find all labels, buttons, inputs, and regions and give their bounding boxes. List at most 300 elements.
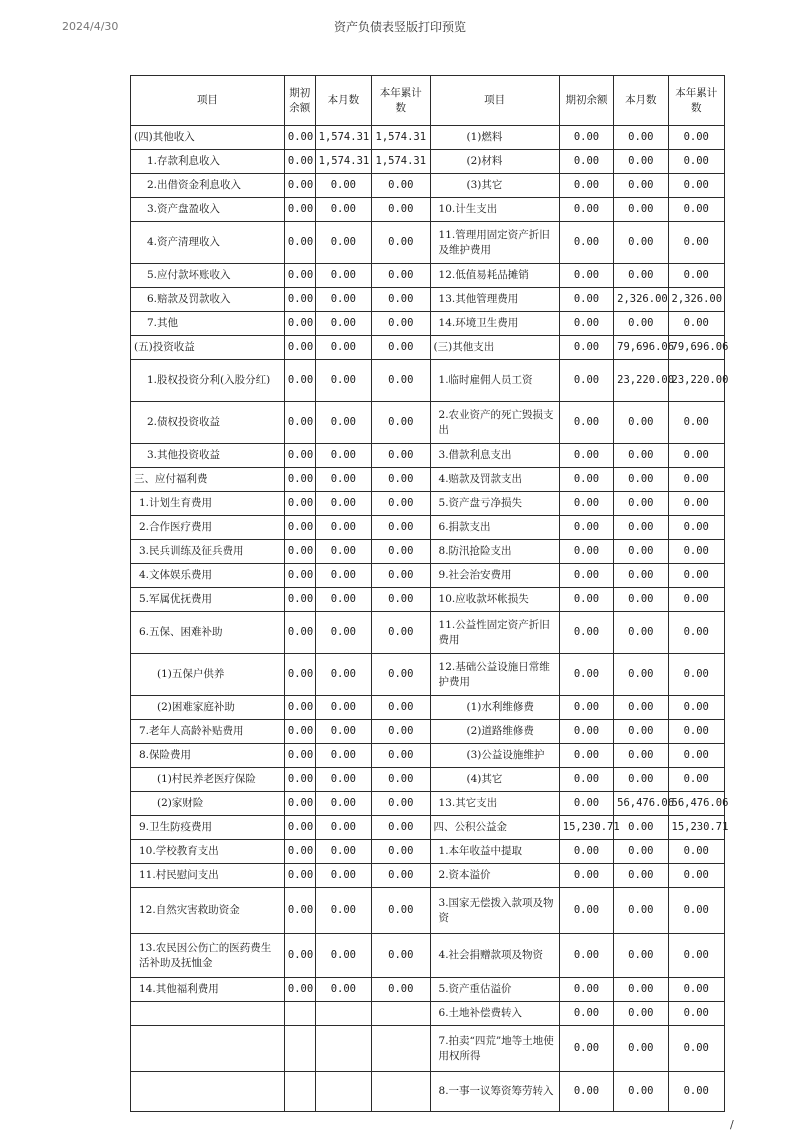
cell-left-ytd: 0.00 — [372, 222, 430, 264]
table-row — [131, 654, 725, 696]
cell-right-ytd: 0.00 — [668, 564, 725, 588]
cell-left-item: (五)投资收益 — [131, 336, 285, 360]
cell-right-ytd: 0.00 — [668, 720, 725, 744]
cell-right-ytd: 0.00 — [668, 934, 725, 978]
cell-left-begin: 0.00 — [284, 696, 315, 720]
cell-right-ytd: 0.00 — [668, 198, 725, 222]
cell-left-item: 5.应付款坏账收入 — [131, 264, 285, 288]
cell-right-ytd: 0.00 — [668, 744, 725, 768]
cell-right-item: (2)材料 — [430, 150, 559, 174]
cell-left-month: 0.00 — [315, 540, 371, 564]
cell-right-begin: 0.00 — [559, 174, 613, 198]
cell-left-month: 0.00 — [315, 288, 371, 312]
cell-right-month: 0.00 — [614, 1026, 668, 1072]
cell-left-begin: 0.00 — [284, 468, 315, 492]
cell-left-item: 13.农民因公伤亡的医药费生活补助及抚恤金 — [131, 934, 285, 978]
cell-right-month: 79,696.06 — [614, 336, 668, 360]
header-left-begin: 期初余额 — [284, 76, 315, 126]
cell-right-item: 13.其它支出 — [430, 792, 559, 816]
table-row — [131, 312, 725, 336]
table-body — [131, 126, 729, 1112]
cell-left-begin: 0.00 — [284, 198, 315, 222]
cell-left-begin: 0.00 — [284, 312, 315, 336]
cell-left-ytd: 0.00 — [372, 840, 430, 864]
cell-right-item: 2.资本溢价 — [430, 864, 559, 888]
cell-right-month: 0.00 — [614, 696, 668, 720]
cell-left-month: 0.00 — [315, 792, 371, 816]
cell-right-month: 0.00 — [614, 816, 668, 840]
cell-right-ytd: 0.00 — [668, 468, 725, 492]
cell-right-begin: 15,230.71 — [559, 816, 613, 840]
cell-right-month: 0.00 — [614, 264, 668, 288]
print-date: 2024/4/30 — [62, 20, 119, 33]
cell-left-ytd: 0.00 — [372, 360, 430, 402]
cell-left-item: 4.文体娱乐费用 — [131, 564, 285, 588]
cell-left-month: 0.00 — [315, 816, 371, 840]
cell-right-ytd: 0.00 — [668, 150, 725, 174]
table-row — [131, 492, 725, 516]
cell-right-ytd: 0.00 — [668, 312, 725, 336]
cell-right-month: 0.00 — [614, 612, 668, 654]
cell-left-item: 1.股权投资分利(入股分红) — [131, 360, 285, 402]
table-row — [131, 720, 725, 744]
cell-right-month: 0.00 — [614, 588, 668, 612]
cell-right-month: 0.00 — [614, 654, 668, 696]
cell-left-ytd: 0.00 — [372, 336, 430, 360]
table-row — [131, 288, 725, 312]
cell-right-item: 1.临时雇佣人员工资 — [430, 360, 559, 402]
cell-right-begin: 0.00 — [559, 696, 613, 720]
table-row — [131, 588, 725, 612]
cell-left-ytd: 0.00 — [372, 696, 430, 720]
table-row — [131, 516, 725, 540]
cell-right-begin: 0.00 — [559, 540, 613, 564]
cell-right-month: 0.00 — [614, 468, 668, 492]
cell-right-ytd: 0.00 — [668, 1002, 725, 1026]
cell-right-ytd: 0.00 — [668, 174, 725, 198]
cell-right-ytd: 2,326.00 — [668, 288, 725, 312]
table-row — [131, 1072, 725, 1112]
table-row — [131, 1026, 725, 1072]
cell-right-begin: 0.00 — [559, 402, 613, 444]
cell-right-item: 4.赔款及罚款支出 — [430, 468, 559, 492]
cell-left-item: 三、应付福利费 — [131, 468, 285, 492]
margin-mark: / — [730, 1118, 734, 1131]
cell-left-item: (2)困难家庭补助 — [131, 696, 285, 720]
cell-right-begin: 0.00 — [559, 768, 613, 792]
cell-right-item: 5.资产重估溢价 — [430, 978, 559, 1002]
cell-left-month: 0.00 — [315, 612, 371, 654]
cell-right-ytd: 79,696.06 — [668, 336, 725, 360]
cell-right-month: 0.00 — [614, 840, 668, 864]
cell-left-ytd: 0.00 — [372, 612, 430, 654]
cell-right-ytd: 0.00 — [668, 696, 725, 720]
table-row — [131, 768, 725, 792]
cell-left-month: 0.00 — [315, 888, 371, 934]
cell-right-item: 12.基础公益设施日常维护费用 — [430, 654, 559, 696]
cell-right-item: 14.环境卫生费用 — [430, 312, 559, 336]
cell-right-month: 0.00 — [614, 174, 668, 198]
cell-right-ytd: 0.00 — [668, 864, 725, 888]
cell-right-item: (3)其它 — [430, 174, 559, 198]
cell-right-item: (2)道路维修费 — [430, 720, 559, 744]
cell-left-ytd: 0.00 — [372, 288, 430, 312]
cell-right-ytd: 0.00 — [668, 888, 725, 934]
cell-left-begin: 0.00 — [284, 564, 315, 588]
cell-right-item: (1)燃料 — [430, 126, 559, 150]
cell-left-item — [131, 1026, 285, 1072]
cell-right-begin: 0.00 — [559, 150, 613, 174]
cell-left-ytd: 0.00 — [372, 978, 430, 1002]
cell-right-item: 13.其他管理费用 — [430, 288, 559, 312]
cell-right-ytd: 0.00 — [668, 1026, 725, 1072]
cell-left-item: 3.资产盘盈收入 — [131, 198, 285, 222]
cell-left-item: 12.自然灾害救助资金 — [131, 888, 285, 934]
cell-right-begin: 0.00 — [559, 888, 613, 934]
cell-right-item: 12.低值易耗品摊销 — [430, 264, 559, 288]
cell-left-month: 0.00 — [315, 588, 371, 612]
cell-right-begin: 0.00 — [559, 840, 613, 864]
table-row — [131, 978, 725, 1002]
cell-right-begin: 0.00 — [559, 564, 613, 588]
cell-left-month: 0.00 — [315, 696, 371, 720]
cell-right-begin: 0.00 — [559, 444, 613, 468]
header-right-month: 本月数 — [614, 76, 668, 126]
cell-left-item: 2.债权投资收益 — [131, 402, 285, 444]
cell-right-ytd: 0.00 — [668, 612, 725, 654]
cell-right-ytd: 0.00 — [668, 588, 725, 612]
cell-right-begin: 0.00 — [559, 744, 613, 768]
cell-left-month: 0.00 — [315, 468, 371, 492]
cell-left-ytd: 0.00 — [372, 264, 430, 288]
cell-left-month: 1,574.31 — [315, 150, 371, 174]
cell-left-item: 5.军属优抚费用 — [131, 588, 285, 612]
cell-left-item: 14.其他福利费用 — [131, 978, 285, 1002]
cell-right-month: 0.00 — [614, 1002, 668, 1026]
cell-right-begin: 0.00 — [559, 978, 613, 1002]
cell-left-ytd: 0.00 — [372, 444, 430, 468]
cell-right-item: 5.资产盘亏净损失 — [430, 492, 559, 516]
cell-right-ytd: 23,220.00 — [668, 360, 725, 402]
cell-left-month: 0.00 — [315, 744, 371, 768]
cell-left-ytd: 0.00 — [372, 816, 430, 840]
cell-right-ytd: 0.00 — [668, 126, 725, 150]
cell-left-ytd: 0.00 — [372, 492, 430, 516]
cell-left-item: (四)其他收入 — [131, 126, 285, 150]
cell-right-ytd: 15,230.71 — [668, 816, 725, 840]
cell-right-month: 0.00 — [614, 564, 668, 588]
cell-left-month: 0.00 — [315, 222, 371, 264]
cell-left-begin: 0.00 — [284, 612, 315, 654]
cell-left-month: 0.00 — [315, 564, 371, 588]
cell-left-ytd: 0.00 — [372, 934, 430, 978]
cell-left-ytd: 0.00 — [372, 744, 430, 768]
cell-left-month: 1,574.31 — [315, 126, 371, 150]
cell-right-item: (1)水利维修费 — [430, 696, 559, 720]
cell-left-month — [315, 1072, 371, 1112]
header-left-item: 项目 — [131, 76, 285, 126]
cell-left-ytd — [372, 1002, 430, 1026]
cell-right-month: 0.00 — [614, 864, 668, 888]
cell-left-item — [131, 1002, 285, 1026]
cell-right-item: 3.国家无偿拨入款项及物资 — [430, 888, 559, 934]
cell-left-month: 0.00 — [315, 978, 371, 1002]
cell-left-begin: 0.00 — [284, 934, 315, 978]
cell-left-begin: 0.00 — [284, 360, 315, 402]
cell-left-item: 3.民兵训练及征兵费用 — [131, 540, 285, 564]
page-title: 资产负债表竖版打印预览 — [333, 20, 466, 34]
cell-left-ytd: 0.00 — [372, 540, 430, 564]
cell-left-ytd — [372, 1026, 430, 1072]
cell-left-begin: 0.00 — [284, 174, 315, 198]
cell-right-item: 6.土地补偿费转入 — [430, 1002, 559, 1026]
cell-left-item: 11.村民慰问支出 — [131, 864, 285, 888]
cell-right-month: 0.00 — [614, 402, 668, 444]
cell-left-begin: 0.00 — [284, 222, 315, 264]
cell-right-begin: 0.00 — [559, 126, 613, 150]
cell-right-month: 0.00 — [614, 444, 668, 468]
cell-left-month: 0.00 — [315, 336, 371, 360]
cell-right-month: 0.00 — [614, 978, 668, 1002]
header-right-item: 项目 — [430, 76, 559, 126]
cell-left-ytd: 0.00 — [372, 888, 430, 934]
header-left-ytd: 本年累计数 — [372, 76, 430, 126]
table-row — [131, 540, 725, 564]
cell-right-month: 0.00 — [614, 768, 668, 792]
cell-right-item: 3.借款利息支出 — [430, 444, 559, 468]
cell-right-month: 0.00 — [614, 222, 668, 264]
cell-left-begin: 0.00 — [284, 444, 315, 468]
cell-left-ytd: 0.00 — [372, 720, 430, 744]
cell-right-ytd: 0.00 — [668, 840, 725, 864]
cell-right-begin: 0.00 — [559, 588, 613, 612]
cell-right-begin: 0.00 — [559, 336, 613, 360]
cell-left-ytd: 0.00 — [372, 312, 430, 336]
cell-right-month: 2,326.00 — [614, 288, 668, 312]
cell-right-ytd: 0.00 — [668, 264, 725, 288]
cell-right-ytd: 0.00 — [668, 540, 725, 564]
cell-left-begin: 0.00 — [284, 792, 315, 816]
cell-left-item: (1)五保户供养 — [131, 654, 285, 696]
cell-right-begin: 0.00 — [559, 468, 613, 492]
cell-left-begin — [284, 1026, 315, 1072]
cell-left-begin: 0.00 — [284, 516, 315, 540]
table-header-row — [131, 76, 725, 126]
cell-left-begin: 0.00 — [284, 126, 315, 150]
table-row — [131, 564, 725, 588]
cell-left-ytd: 0.00 — [372, 588, 430, 612]
cell-right-month: 0.00 — [614, 126, 668, 150]
cell-right-ytd: 0.00 — [668, 402, 725, 444]
cell-right-item: 10.计生支出 — [430, 198, 559, 222]
cell-right-begin: 0.00 — [559, 264, 613, 288]
cell-left-begin: 0.00 — [284, 840, 315, 864]
cell-right-item: (三)其他支出 — [430, 336, 559, 360]
cell-right-item: 4.社会捐赠款项及物资 — [430, 934, 559, 978]
table-row — [131, 264, 725, 288]
cell-right-item: 7.拍卖“四荒”地等土地使用权所得 — [430, 1026, 559, 1072]
table-row — [131, 888, 725, 934]
cell-left-month: 0.00 — [315, 720, 371, 744]
cell-right-begin: 0.00 — [559, 792, 613, 816]
cell-left-begin: 0.00 — [284, 744, 315, 768]
cell-right-begin: 0.00 — [559, 720, 613, 744]
cell-right-begin: 0.00 — [559, 288, 613, 312]
cell-left-ytd: 0.00 — [372, 864, 430, 888]
cell-left-month: 0.00 — [315, 402, 371, 444]
cell-left-item: 9.卫生防疫费用 — [131, 816, 285, 840]
table-row — [131, 150, 725, 174]
cell-right-month: 0.00 — [614, 934, 668, 978]
cell-left-begin: 0.00 — [284, 864, 315, 888]
cell-right-ytd: 0.00 — [668, 1072, 725, 1112]
cell-left-item: 1.计划生育费用 — [131, 492, 285, 516]
table-row — [131, 612, 725, 654]
table-row — [131, 1002, 725, 1026]
cell-right-begin: 0.00 — [559, 1002, 613, 1026]
cell-left-ytd: 0.00 — [372, 768, 430, 792]
header-right-begin: 期初余额 — [559, 76, 613, 126]
table-row — [131, 126, 725, 150]
cell-right-month: 0.00 — [614, 150, 668, 174]
cell-left-item: (2)家财险 — [131, 792, 285, 816]
cell-left-item: 4.资产清理收入 — [131, 222, 285, 264]
cell-left-begin: 0.00 — [284, 588, 315, 612]
cell-right-ytd: 0.00 — [668, 654, 725, 696]
cell-right-month: 0.00 — [614, 888, 668, 934]
cell-left-ytd: 0.00 — [372, 516, 430, 540]
table-row — [131, 444, 725, 468]
cell-left-month: 0.00 — [315, 654, 371, 696]
cell-right-item: (3)公益设施维护 — [430, 744, 559, 768]
table-row — [131, 468, 725, 492]
cell-left-item: 2.出借资金利息收入 — [131, 174, 285, 198]
cell-left-item: 7.其他 — [131, 312, 285, 336]
cell-right-ytd: 0.00 — [668, 222, 725, 264]
cell-left-ytd: 1,574.31 — [372, 126, 430, 150]
cell-left-month: 0.00 — [315, 840, 371, 864]
cell-left-begin: 0.00 — [284, 654, 315, 696]
table-row — [131, 198, 725, 222]
cell-right-begin: 0.00 — [559, 1026, 613, 1072]
cell-right-month: 23,220.00 — [614, 360, 668, 402]
cell-left-item: 3.其他投资收益 — [131, 444, 285, 468]
cell-left-begin: 0.00 — [284, 888, 315, 934]
table-row — [131, 816, 725, 840]
cell-right-item: 9.社会治安费用 — [430, 564, 559, 588]
cell-right-item: 10.应收款坏帐损失 — [430, 588, 559, 612]
cell-right-item: 四、公积公益金 — [430, 816, 559, 840]
cell-right-month: 0.00 — [614, 720, 668, 744]
cell-left-begin — [284, 1002, 315, 1026]
cell-right-begin: 0.00 — [559, 612, 613, 654]
cell-right-item: 8.一事一议筹资筹劳转入 — [430, 1072, 559, 1112]
cell-right-begin: 0.00 — [559, 360, 613, 402]
cell-left-begin: 0.00 — [284, 816, 315, 840]
cell-right-begin: 0.00 — [559, 222, 613, 264]
header-left-month: 本月数 — [315, 76, 371, 126]
cell-left-ytd: 0.00 — [372, 792, 430, 816]
table-row — [131, 792, 725, 816]
cell-left-begin: 0.00 — [284, 492, 315, 516]
cell-right-item: (4)其它 — [430, 768, 559, 792]
cell-left-begin: 0.00 — [284, 720, 315, 744]
cell-left-begin — [284, 1072, 315, 1112]
cell-right-month: 0.00 — [614, 1072, 668, 1112]
cell-left-month: 0.00 — [315, 174, 371, 198]
cell-left-item: 6.赔款及罚款收入 — [131, 288, 285, 312]
cell-right-ytd: 0.00 — [668, 492, 725, 516]
table-row — [131, 744, 725, 768]
cell-left-item: 8.保险费用 — [131, 744, 285, 768]
cell-right-ytd: 0.00 — [668, 444, 725, 468]
table-row — [131, 174, 725, 198]
cell-left-month: 0.00 — [315, 864, 371, 888]
cell-right-item: 6.捐款支出 — [430, 516, 559, 540]
cell-right-ytd: 0.00 — [668, 516, 725, 540]
cell-left-month: 0.00 — [315, 264, 371, 288]
cell-left-month: 0.00 — [315, 444, 371, 468]
cell-right-item: 1.本年收益中提取 — [430, 840, 559, 864]
cell-left-month — [315, 1026, 371, 1072]
cell-left-begin: 0.00 — [284, 150, 315, 174]
cell-left-ytd: 0.00 — [372, 174, 430, 198]
cell-right-begin: 0.00 — [559, 934, 613, 978]
cell-right-begin: 0.00 — [559, 516, 613, 540]
table-row — [131, 360, 725, 402]
cell-right-month: 0.00 — [614, 198, 668, 222]
cell-right-ytd: 56,476.06 — [668, 792, 725, 816]
cell-left-begin: 0.00 — [284, 402, 315, 444]
cell-left-month: 0.00 — [315, 516, 371, 540]
cell-right-item: 8.防汛抢险支出 — [430, 540, 559, 564]
cell-left-ytd: 0.00 — [372, 654, 430, 696]
cell-right-item: 2.农业资产的死亡毁损支出 — [430, 402, 559, 444]
cell-right-begin: 0.00 — [559, 1072, 613, 1112]
cell-left-ytd: 1,574.31 — [372, 150, 430, 174]
cell-left-begin: 0.00 — [284, 978, 315, 1002]
cell-left-item: 7.老年人高龄补贴费用 — [131, 720, 285, 744]
cell-right-begin: 0.00 — [559, 654, 613, 696]
header-right-ytd: 本年累计数 — [668, 76, 725, 126]
table-row — [131, 222, 725, 264]
cell-right-begin: 0.00 — [559, 492, 613, 516]
cell-left-item: 6.五保、困难补助 — [131, 612, 285, 654]
cell-left-month — [315, 1002, 371, 1026]
cell-right-begin: 0.00 — [559, 312, 613, 336]
cell-left-begin: 0.00 — [284, 336, 315, 360]
table-row — [131, 934, 725, 978]
table-row — [131, 336, 725, 360]
cell-left-begin: 0.00 — [284, 768, 315, 792]
cell-right-item: 11.管理用固定资产折旧及维护费用 — [430, 222, 559, 264]
cell-left-ytd: 0.00 — [372, 468, 430, 492]
cell-right-ytd: 0.00 — [668, 978, 725, 1002]
cell-left-item — [131, 1072, 285, 1112]
cell-left-begin: 0.00 — [284, 264, 315, 288]
cell-right-month: 0.00 — [614, 312, 668, 336]
cell-left-item: 10.学校教育支出 — [131, 840, 285, 864]
cell-left-month: 0.00 — [315, 198, 371, 222]
cell-left-month: 0.00 — [315, 934, 371, 978]
table-row — [131, 864, 725, 888]
cell-left-begin: 0.00 — [284, 540, 315, 564]
cell-left-month: 0.00 — [315, 492, 371, 516]
balance-sheet-table — [130, 75, 729, 1112]
table-row — [131, 402, 725, 444]
cell-right-month: 0.00 — [614, 744, 668, 768]
cell-left-begin: 0.00 — [284, 288, 315, 312]
